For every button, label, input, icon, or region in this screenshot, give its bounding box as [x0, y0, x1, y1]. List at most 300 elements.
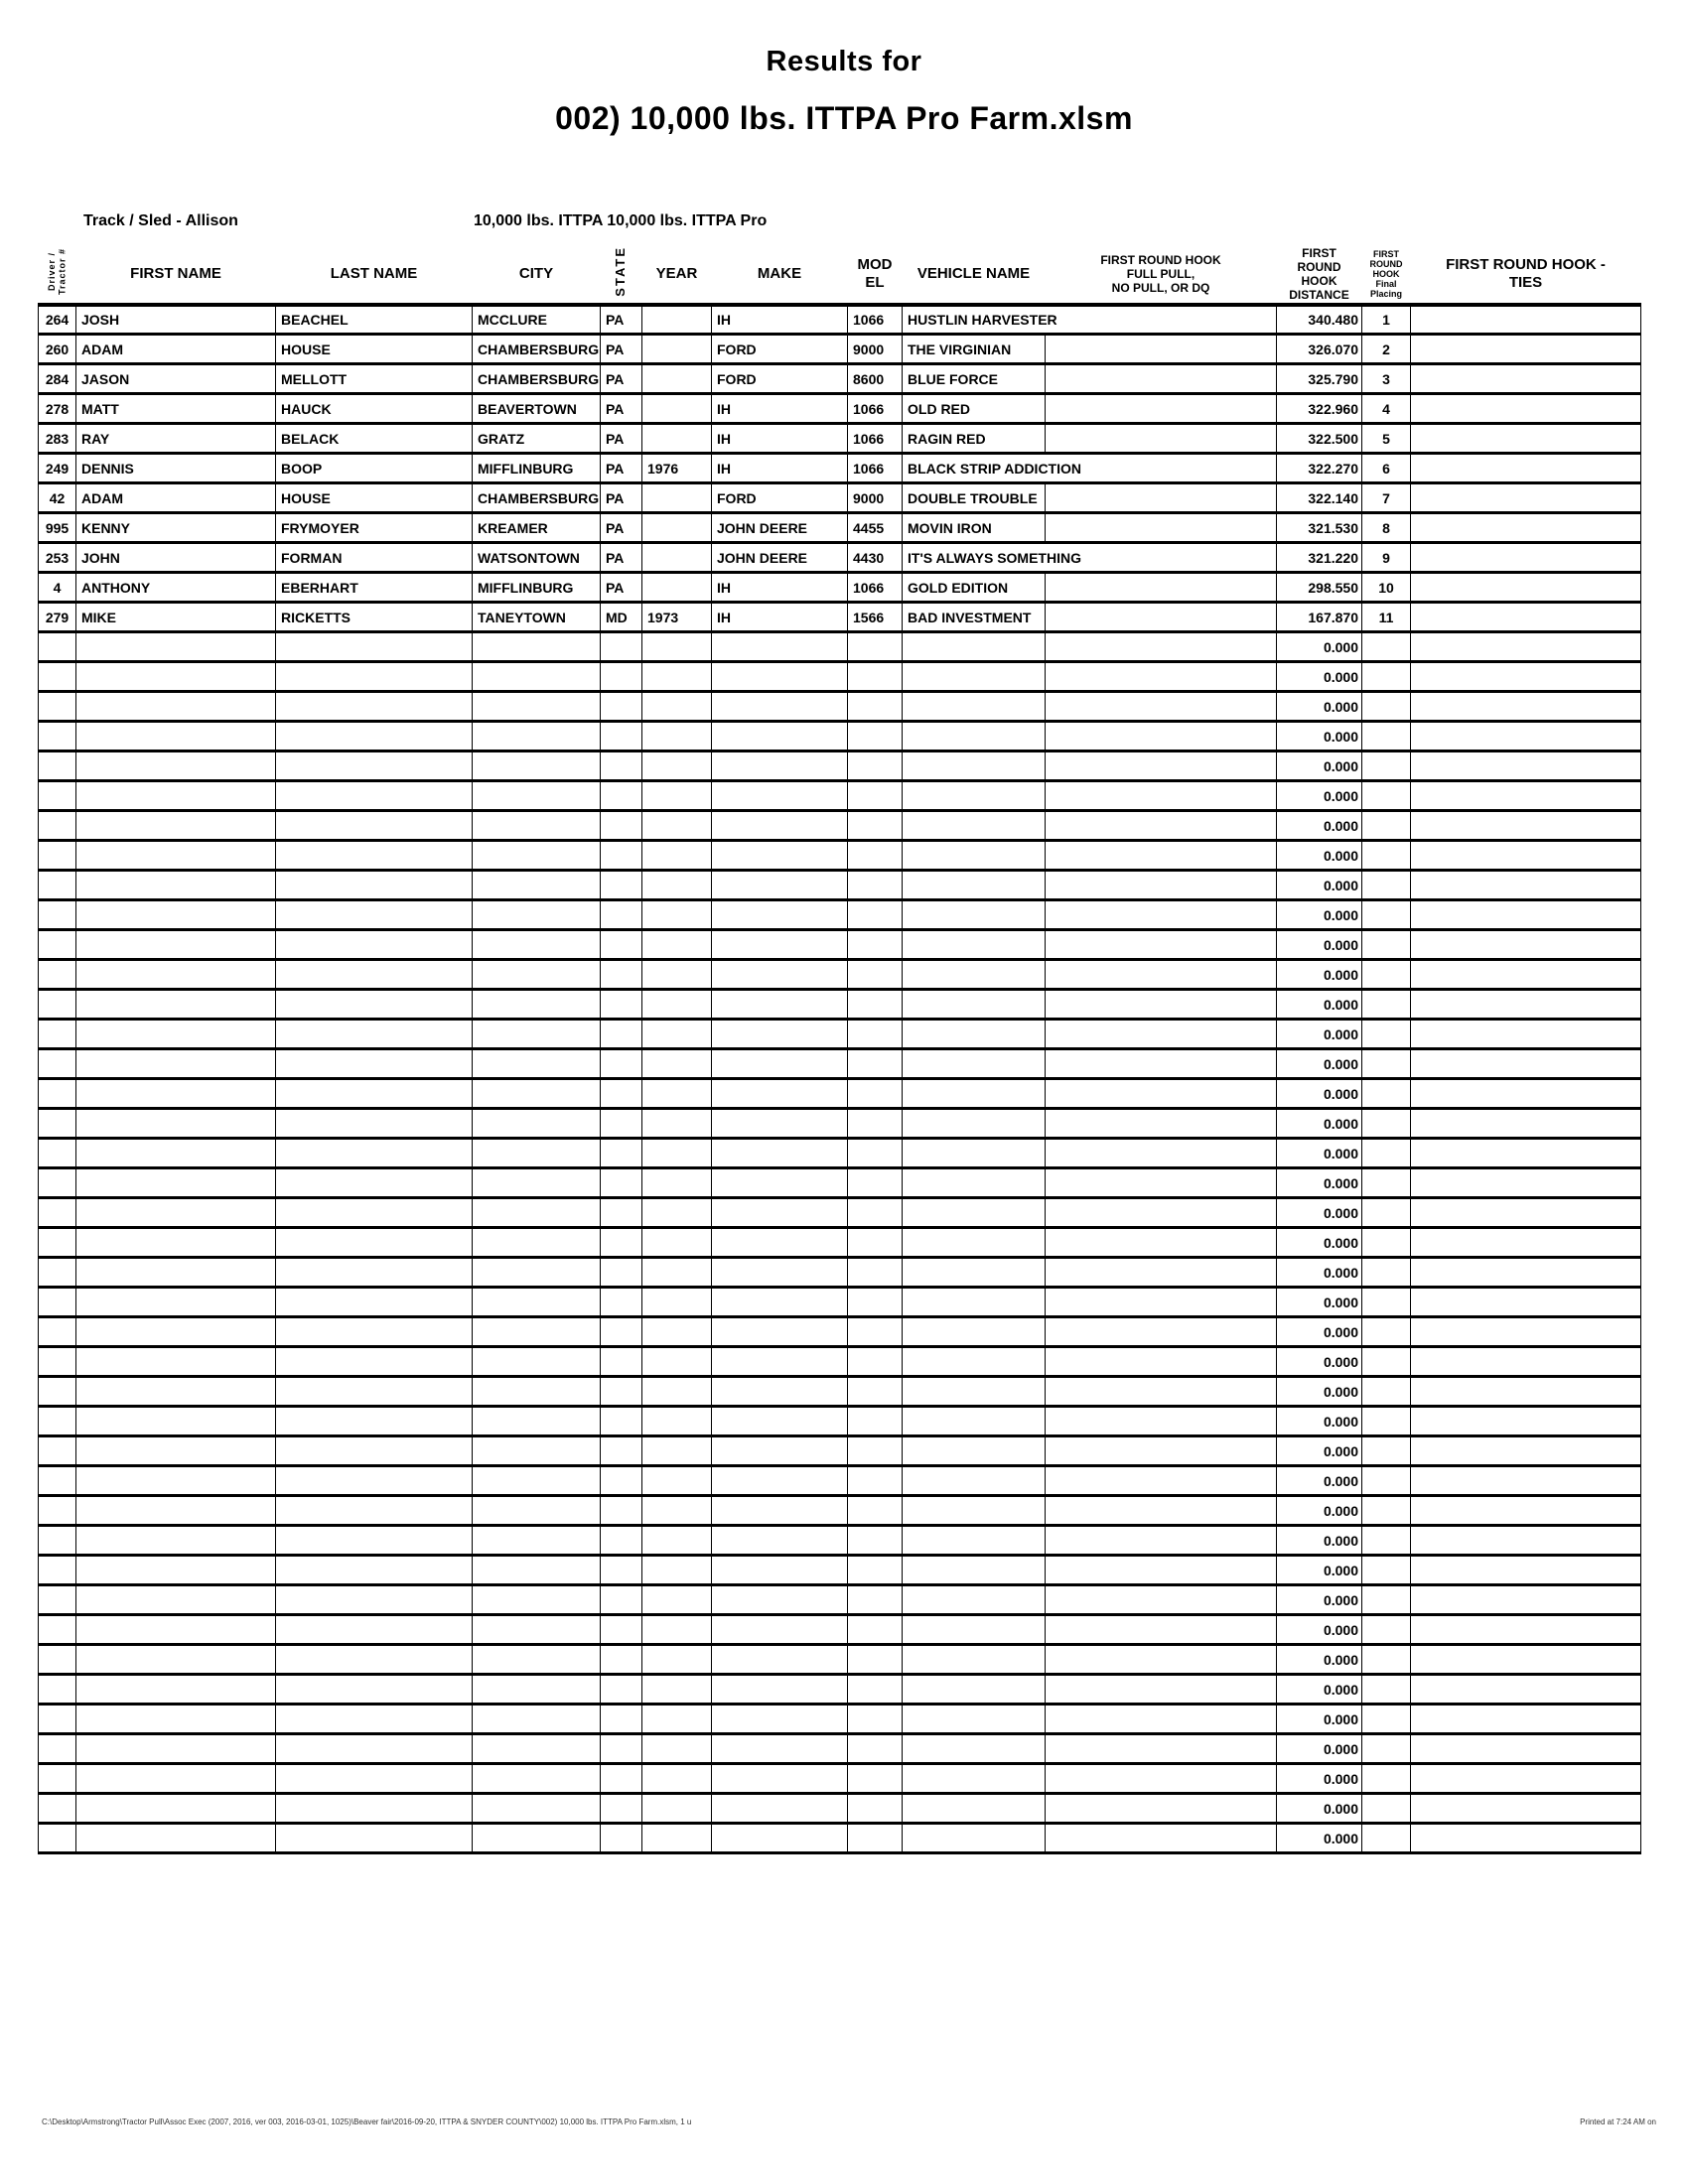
- cell-vehicle-name: [903, 1407, 1046, 1436]
- cell-distance: 0.000: [1277, 1139, 1362, 1168]
- cell-full-pull: [1046, 781, 1277, 811]
- cell-vehicle-name: [903, 900, 1046, 930]
- cell-vehicle-name: [903, 1645, 1046, 1675]
- cell-model: [848, 1109, 903, 1139]
- cell-full-pull: [1046, 811, 1277, 841]
- cell-ties: [1411, 1436, 1641, 1466]
- cell-last-name: [276, 1049, 473, 1079]
- cell-make: [712, 632, 848, 662]
- cell-placing: [1362, 1198, 1411, 1228]
- cell-first-name: [76, 1615, 276, 1645]
- cell-vehicle-name: BLACK STRIP ADDICTION: [903, 454, 1277, 483]
- cell-number: [39, 1049, 76, 1079]
- cell-city: [473, 692, 601, 722]
- cell-last-name: [276, 841, 473, 871]
- cell-distance: 322.270: [1277, 454, 1362, 483]
- cell-year: [642, 1705, 712, 1734]
- cell-placing: 3: [1362, 364, 1411, 394]
- cell-first-name: [76, 960, 276, 990]
- cell-distance: 0.000: [1277, 900, 1362, 930]
- cell-placing: [1362, 1258, 1411, 1288]
- cell-city: MCCLURE: [473, 305, 601, 335]
- cell-ties: [1411, 1347, 1641, 1377]
- cell-model: [848, 1377, 903, 1407]
- cell-full-pull: [1046, 335, 1277, 364]
- cell-placing: 5: [1362, 424, 1411, 454]
- empty-result-row: [39, 1734, 1641, 1764]
- cell-state: [601, 871, 642, 900]
- cell-make: [712, 781, 848, 811]
- cell-city: [473, 1377, 601, 1407]
- cell-make: [712, 930, 848, 960]
- cell-number: [39, 1168, 76, 1198]
- cell-year: [642, 1675, 712, 1705]
- cell-city: [473, 1734, 601, 1764]
- cell-ties: [1411, 1585, 1641, 1615]
- cell-full-pull: [1046, 1168, 1277, 1198]
- cell-distance: 0.000: [1277, 722, 1362, 751]
- cell-number: [39, 1377, 76, 1407]
- cell-state: [601, 781, 642, 811]
- cell-full-pull: [1046, 900, 1277, 930]
- cell-full-pull: [1046, 751, 1277, 781]
- cell-number: [39, 1675, 76, 1705]
- cell-placing: [1362, 1020, 1411, 1049]
- cell-vehicle-name: [903, 632, 1046, 662]
- cell-city: MIFFLINBURG: [473, 454, 601, 483]
- cell-placing: [1362, 1645, 1411, 1675]
- cell-first-name: DENNIS: [76, 454, 276, 483]
- cell-vehicle-name: [903, 1794, 1046, 1824]
- cell-full-pull: [1046, 1109, 1277, 1139]
- cell-make: [712, 1705, 848, 1734]
- cell-state: [601, 1824, 642, 1853]
- cell-full-pull: [1046, 1675, 1277, 1705]
- cell-vehicle-name: [903, 1049, 1046, 1079]
- cell-last-name: [276, 1168, 473, 1198]
- cell-last-name: [276, 990, 473, 1020]
- result-row: [39, 364, 1641, 394]
- cell-city: [473, 871, 601, 900]
- column-header-placing: FIRST ROUND HOOK Final Placing: [1362, 246, 1411, 305]
- cell-first-name: [76, 811, 276, 841]
- cell-year: [642, 1258, 712, 1288]
- cell-full-pull: [1046, 1288, 1277, 1317]
- cell-city: [473, 811, 601, 841]
- empty-result-row: [39, 1347, 1641, 1377]
- cell-make: [712, 1526, 848, 1556]
- cell-vehicle-name: [903, 1228, 1046, 1258]
- cell-model: [848, 1168, 903, 1198]
- cell-make: [712, 871, 848, 900]
- cell-placing: [1362, 1139, 1411, 1168]
- cell-model: [848, 1705, 903, 1734]
- cell-make: [712, 1824, 848, 1853]
- empty-result-row: [39, 692, 1641, 722]
- cell-ties: [1411, 603, 1641, 632]
- cell-first-name: [76, 990, 276, 1020]
- cell-number: [39, 781, 76, 811]
- cell-last-name: [276, 1258, 473, 1288]
- cell-make: [712, 751, 848, 781]
- cell-city: [473, 1288, 601, 1317]
- cell-number: [39, 1228, 76, 1258]
- cell-make: [712, 1436, 848, 1466]
- cell-make: [712, 960, 848, 990]
- cell-model: [848, 1645, 903, 1675]
- cell-model: [848, 1615, 903, 1645]
- cell-ties: [1411, 394, 1641, 424]
- cell-full-pull: [1046, 1705, 1277, 1734]
- cell-distance: 0.000: [1277, 1764, 1362, 1794]
- cell-distance: 0.000: [1277, 1168, 1362, 1198]
- cell-ties: [1411, 305, 1641, 335]
- cell-first-name: KENNY: [76, 513, 276, 543]
- cell-full-pull: [1046, 692, 1277, 722]
- cell-year: [642, 424, 712, 454]
- cell-state: [601, 722, 642, 751]
- cell-last-name: [276, 1139, 473, 1168]
- cell-year: [642, 1079, 712, 1109]
- cell-last-name: [276, 1436, 473, 1466]
- table-header-row: [39, 246, 1641, 305]
- cell-city: [473, 1556, 601, 1585]
- result-row: [39, 483, 1641, 513]
- empty-result-row: [39, 1288, 1641, 1317]
- cell-model: [848, 722, 903, 751]
- cell-model: [848, 751, 903, 781]
- cell-model: [848, 1198, 903, 1228]
- cell-full-pull: [1046, 1258, 1277, 1288]
- cell-ties: [1411, 1407, 1641, 1436]
- cell-year: [642, 990, 712, 1020]
- cell-vehicle-name: [903, 1079, 1046, 1109]
- empty-result-row: [39, 1020, 1641, 1049]
- cell-year: [642, 1377, 712, 1407]
- cell-last-name: [276, 871, 473, 900]
- cell-year: [642, 900, 712, 930]
- cell-full-pull: [1046, 722, 1277, 751]
- footer-printed-timestamp: Printed at 7:24 AM on: [1580, 2117, 1656, 2126]
- cell-make: [712, 1258, 848, 1288]
- cell-state: [601, 1764, 642, 1794]
- cell-model: [848, 1734, 903, 1764]
- cell-distance: 0.000: [1277, 1675, 1362, 1705]
- cell-state: [601, 1496, 642, 1526]
- column-header-number-vertical-text: Driver / Tractor #: [47, 248, 68, 296]
- cell-year: [642, 513, 712, 543]
- cell-ties: [1411, 781, 1641, 811]
- cell-model: 1066: [848, 573, 903, 603]
- cell-number: [39, 1288, 76, 1317]
- empty-result-row: [39, 1407, 1641, 1436]
- cell-make: [712, 1407, 848, 1436]
- cell-make: [712, 1020, 848, 1049]
- cell-vehicle-name: [903, 1020, 1046, 1049]
- cell-state: [601, 632, 642, 662]
- cell-full-pull: [1046, 1615, 1277, 1645]
- cell-vehicle-name: [903, 811, 1046, 841]
- cell-last-name: [276, 1585, 473, 1615]
- cell-number: 249: [39, 454, 76, 483]
- cell-state: [601, 1645, 642, 1675]
- cell-number: 264: [39, 305, 76, 335]
- cell-state: [601, 990, 642, 1020]
- cell-first-name: [76, 1466, 276, 1496]
- cell-placing: 2: [1362, 335, 1411, 364]
- cell-number: [39, 1734, 76, 1764]
- cell-full-pull: [1046, 1645, 1277, 1675]
- cell-full-pull: [1046, 1317, 1277, 1347]
- cell-make: [712, 722, 848, 751]
- cell-state: PA: [601, 394, 642, 424]
- cell-ties: [1411, 811, 1641, 841]
- cell-model: 8600: [848, 364, 903, 394]
- cell-last-name: [276, 1079, 473, 1109]
- column-header-number: [39, 246, 76, 305]
- cell-make: FORD: [712, 364, 848, 394]
- cell-state: [601, 1258, 642, 1288]
- cell-year: [642, 1615, 712, 1645]
- cell-ties: [1411, 1496, 1641, 1526]
- result-row: [39, 335, 1641, 364]
- cell-placing: [1362, 722, 1411, 751]
- cell-year: [642, 1139, 712, 1168]
- cell-placing: [1362, 692, 1411, 722]
- cell-state: [601, 692, 642, 722]
- cell-state: [601, 1139, 642, 1168]
- cell-first-name: [76, 632, 276, 662]
- cell-make: [712, 1168, 848, 1198]
- cell-model: [848, 1556, 903, 1585]
- cell-distance: 0.000: [1277, 1198, 1362, 1228]
- cell-distance: 0.000: [1277, 1645, 1362, 1675]
- cell-full-pull: [1046, 603, 1277, 632]
- cell-state: [601, 1377, 642, 1407]
- cell-placing: [1362, 781, 1411, 811]
- cell-make: [712, 1585, 848, 1615]
- cell-placing: [1362, 1675, 1411, 1705]
- cell-placing: [1362, 1377, 1411, 1407]
- cell-full-pull: [1046, 1764, 1277, 1794]
- cell-state: PA: [601, 454, 642, 483]
- cell-model: 1066: [848, 305, 903, 335]
- cell-city: [473, 900, 601, 930]
- cell-last-name: [276, 662, 473, 692]
- cell-placing: [1362, 1764, 1411, 1794]
- column-header-distance: FIRST ROUND HOOK DISTANCE: [1277, 246, 1362, 305]
- empty-result-row: [39, 1258, 1641, 1288]
- cell-vehicle-name: [903, 1347, 1046, 1377]
- cell-first-name: [76, 1585, 276, 1615]
- cell-make: [712, 1139, 848, 1168]
- empty-result-row: [39, 1139, 1641, 1168]
- empty-result-row: [39, 1556, 1641, 1585]
- cell-model: 1066: [848, 394, 903, 424]
- cell-vehicle-name: [903, 1317, 1046, 1347]
- empty-result-row: [39, 1168, 1641, 1198]
- cell-city: [473, 751, 601, 781]
- cell-distance: 0.000: [1277, 1049, 1362, 1079]
- empty-result-row: [39, 1585, 1641, 1615]
- empty-result-row: [39, 1675, 1641, 1705]
- report-title: [0, 46, 1688, 137]
- cell-year: [642, 1824, 712, 1853]
- cell-state: [601, 1794, 642, 1824]
- cell-distance: 0.000: [1277, 1020, 1362, 1049]
- cell-last-name: FORMAN: [276, 543, 473, 573]
- cell-model: [848, 1258, 903, 1288]
- report-body: [38, 210, 1640, 1854]
- cell-last-name: [276, 692, 473, 722]
- empty-result-row: [39, 1377, 1641, 1407]
- cell-distance: 0.000: [1277, 1228, 1362, 1258]
- cell-state: [601, 1228, 642, 1258]
- cell-number: [39, 1824, 76, 1853]
- cell-distance: 0.000: [1277, 1466, 1362, 1496]
- cell-placing: [1362, 1615, 1411, 1645]
- cell-ties: [1411, 1020, 1641, 1049]
- cell-placing: 8: [1362, 513, 1411, 543]
- cell-city: MIFFLINBURG: [473, 573, 601, 603]
- cell-city: [473, 960, 601, 990]
- cell-placing: [1362, 900, 1411, 930]
- cell-state: [601, 1317, 642, 1347]
- cell-year: [642, 1317, 712, 1347]
- cell-city: [473, 1228, 601, 1258]
- cell-number: [39, 900, 76, 930]
- cell-state: PA: [601, 573, 642, 603]
- cell-make: [712, 990, 848, 1020]
- cell-first-name: [76, 1317, 276, 1347]
- cell-model: [848, 1526, 903, 1556]
- cell-last-name: [276, 1466, 473, 1496]
- cell-vehicle-name: [903, 1615, 1046, 1645]
- cell-distance: 0.000: [1277, 1556, 1362, 1585]
- cell-year: [642, 1496, 712, 1526]
- cell-model: [848, 692, 903, 722]
- result-row: [39, 513, 1641, 543]
- cell-vehicle-name: [903, 1198, 1046, 1228]
- cell-first-name: [76, 1526, 276, 1556]
- cell-year: [642, 1794, 712, 1824]
- cell-last-name: [276, 722, 473, 751]
- cell-first-name: [76, 1675, 276, 1705]
- cell-model: [848, 1079, 903, 1109]
- cell-placing: [1362, 1079, 1411, 1109]
- cell-state: MD: [601, 603, 642, 632]
- cell-number: [39, 1258, 76, 1288]
- cell-year: [642, 1168, 712, 1198]
- cell-number: [39, 1615, 76, 1645]
- cell-distance: 0.000: [1277, 781, 1362, 811]
- cell-distance: 0.000: [1277, 1794, 1362, 1824]
- cell-full-pull: [1046, 483, 1277, 513]
- cell-make: [712, 1645, 848, 1675]
- cell-ties: [1411, 1168, 1641, 1198]
- cell-first-name: ANTHONY: [76, 573, 276, 603]
- cell-year: [642, 692, 712, 722]
- cell-vehicle-name: GOLD EDITION: [903, 573, 1046, 603]
- cell-city: [473, 1079, 601, 1109]
- cell-last-name: [276, 960, 473, 990]
- cell-placing: [1362, 990, 1411, 1020]
- cell-number: [39, 1407, 76, 1436]
- cell-first-name: [76, 692, 276, 722]
- cell-city: [473, 1705, 601, 1734]
- cell-placing: [1362, 1109, 1411, 1139]
- cell-first-name: [76, 1824, 276, 1853]
- cell-ties: [1411, 1764, 1641, 1794]
- cell-vehicle-name: [903, 1436, 1046, 1466]
- cell-distance: 0.000: [1277, 1288, 1362, 1317]
- cell-vehicle-name: BLUE FORCE: [903, 364, 1046, 394]
- cell-full-pull: [1046, 960, 1277, 990]
- cell-placing: [1362, 662, 1411, 692]
- cell-make: [712, 1496, 848, 1526]
- column-header-city: CITY: [473, 246, 601, 305]
- cell-make: [712, 662, 848, 692]
- cell-last-name: MELLOTT: [276, 364, 473, 394]
- cell-number: [39, 930, 76, 960]
- cell-distance: 0.000: [1277, 811, 1362, 841]
- cell-make: [712, 1079, 848, 1109]
- cell-full-pull: [1046, 1734, 1277, 1764]
- cell-year: [642, 1347, 712, 1377]
- cell-model: [848, 841, 903, 871]
- cell-full-pull: [1046, 1347, 1277, 1377]
- cell-distance: 0.000: [1277, 1377, 1362, 1407]
- cell-placing: [1362, 841, 1411, 871]
- empty-result-row: [39, 960, 1641, 990]
- cell-last-name: [276, 751, 473, 781]
- result-row: [39, 305, 1641, 335]
- cell-last-name: [276, 1020, 473, 1049]
- cell-number: [39, 1347, 76, 1377]
- cell-model: [848, 1317, 903, 1347]
- cell-last-name: [276, 1615, 473, 1645]
- cell-state: [601, 1675, 642, 1705]
- cell-vehicle-name: THE VIRGINIAN: [903, 335, 1046, 364]
- column-header-first-name: FIRST NAME: [76, 246, 276, 305]
- cell-number: [39, 871, 76, 900]
- cell-distance: 298.550: [1277, 573, 1362, 603]
- cell-last-name: [276, 1317, 473, 1347]
- cell-first-name: [76, 1407, 276, 1436]
- cell-first-name: [76, 1377, 276, 1407]
- cell-ties: [1411, 335, 1641, 364]
- cell-model: 1066: [848, 424, 903, 454]
- cell-placing: [1362, 1347, 1411, 1377]
- cell-placing: [1362, 1824, 1411, 1853]
- cell-first-name: [76, 1198, 276, 1228]
- cell-make: FORD: [712, 335, 848, 364]
- empty-result-row: [39, 1198, 1641, 1228]
- cell-year: [642, 841, 712, 871]
- empty-result-row: [39, 900, 1641, 930]
- cell-placing: [1362, 1288, 1411, 1317]
- cell-city: GRATZ: [473, 424, 601, 454]
- cell-last-name: [276, 1198, 473, 1228]
- cell-distance: 0.000: [1277, 692, 1362, 722]
- cell-model: [848, 1675, 903, 1705]
- empty-result-row: [39, 1466, 1641, 1496]
- cell-last-name: [276, 811, 473, 841]
- cell-year: [642, 1436, 712, 1466]
- cell-first-name: [76, 900, 276, 930]
- cell-full-pull: [1046, 1228, 1277, 1258]
- cell-ties: [1411, 1049, 1641, 1079]
